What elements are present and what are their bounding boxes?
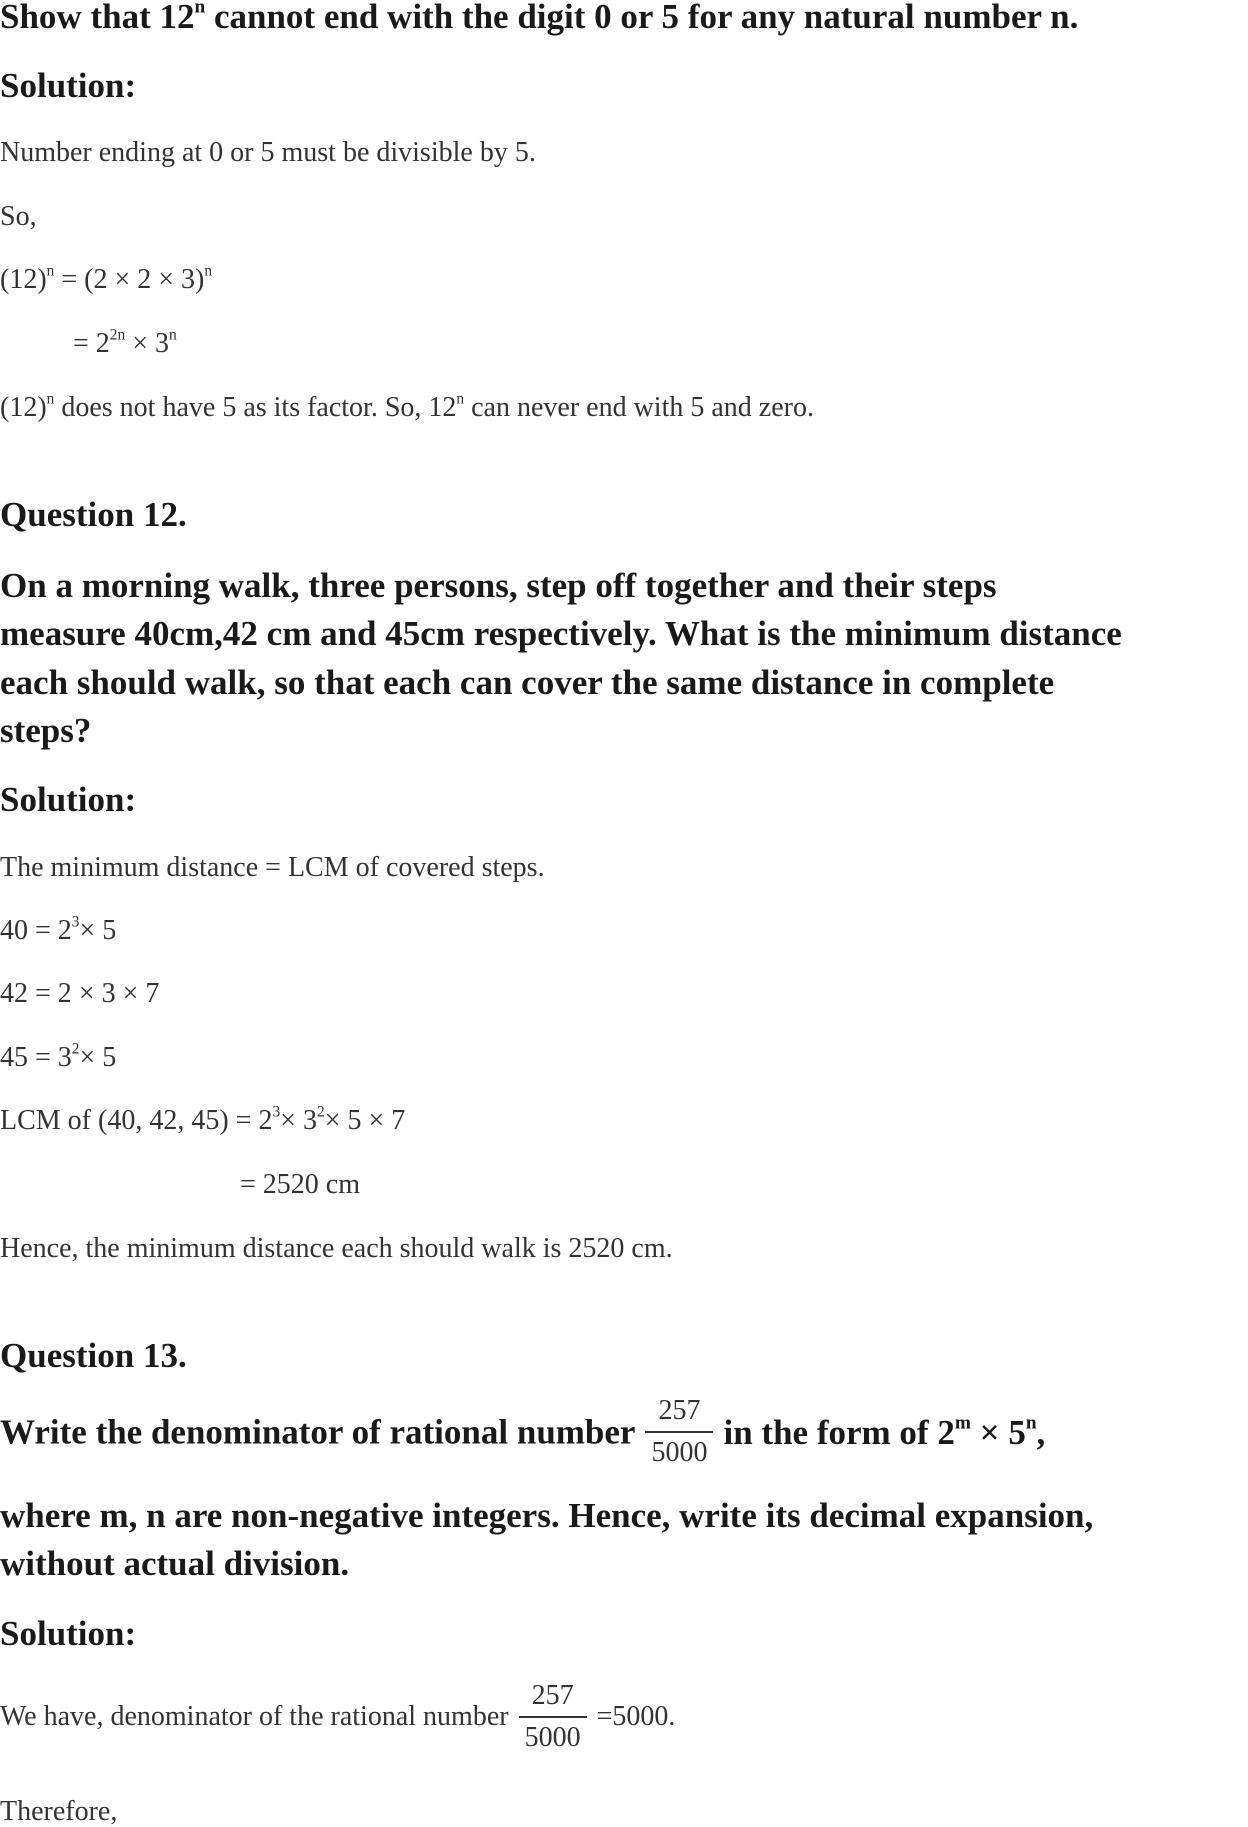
conclusion-line: $(12)^n$ does not have 5 as its factor. So, 12$^n$ can never end with 5 and zero. — [0, 390, 814, 423]
solution-line: Therefore, — [0, 1796, 118, 1827]
question-12-heading: Question 12. — [0, 495, 187, 534]
question-11-text: Show that 12$^n$ cannot end with the digit 0 or 5 for any natural number n. — [0, 0, 1079, 36]
equation-line: = $2^{2n} \times 3^n$ — [73, 326, 177, 359]
factor-40: $40 = 2^3\times 5$ — [0, 913, 117, 946]
solution-label: Solution: — [0, 66, 137, 105]
question-13-text: Write the denominator of rational number $\frac{257}{5000}$ in the form of $2^m \times 5^n$, — [0, 1395, 1046, 1468]
solution-line: We have, denominator of the rational number $\frac{257}{5000}$ =5000. — [0, 1680, 676, 1753]
equation-line: $(12)^n = (2 \times 2 \times 3)^n$ — [0, 262, 213, 295]
lcm-result: = 2520 cm — [240, 1169, 360, 1200]
lcm-line: LCM of (40, 42, $45) = 2^3\times 3^2\times 5 \times 7$ — [0, 1103, 406, 1136]
solution-line: So, — [0, 201, 37, 232]
conclusion-line: Hence, the minimum distance each should walk is 2520 cm. — [0, 1233, 673, 1264]
question-12-text: each should walk, so that each can cover the same distance in complete — [0, 663, 1055, 702]
question-13-text: without actual division. — [0, 1544, 350, 1583]
fraction: $\frac{257}{5000}$ — [519, 1682, 587, 1752]
factor-42: 42 = 2 × 3 × 7 — [0, 978, 160, 1009]
question-12-text: measure 40cm,42 cm and 45cm respectively. What is the minimum distance — [0, 614, 1122, 653]
question-13-heading: Question 13. — [0, 1336, 187, 1375]
solution-line: Number ending at 0 or 5 must be divisible by 5. — [0, 137, 536, 168]
question-12-text: steps? — [0, 711, 92, 750]
solution-label: Solution: — [0, 780, 137, 819]
solution-line: The minimum distance = LCM of covered steps. — [0, 852, 545, 883]
question-12-text: On a morning walk, three persons, step off together and their steps — [0, 566, 997, 605]
solution-label: Solution: — [0, 1614, 137, 1653]
fraction: $\frac{257}{5000}$ — [645, 1397, 713, 1467]
question-13-text: where m, n are non-negative integers. Hence, write its decimal expansion, — [0, 1496, 1094, 1535]
factor-45: $45 = 3^2\times 5$ — [0, 1040, 117, 1073]
